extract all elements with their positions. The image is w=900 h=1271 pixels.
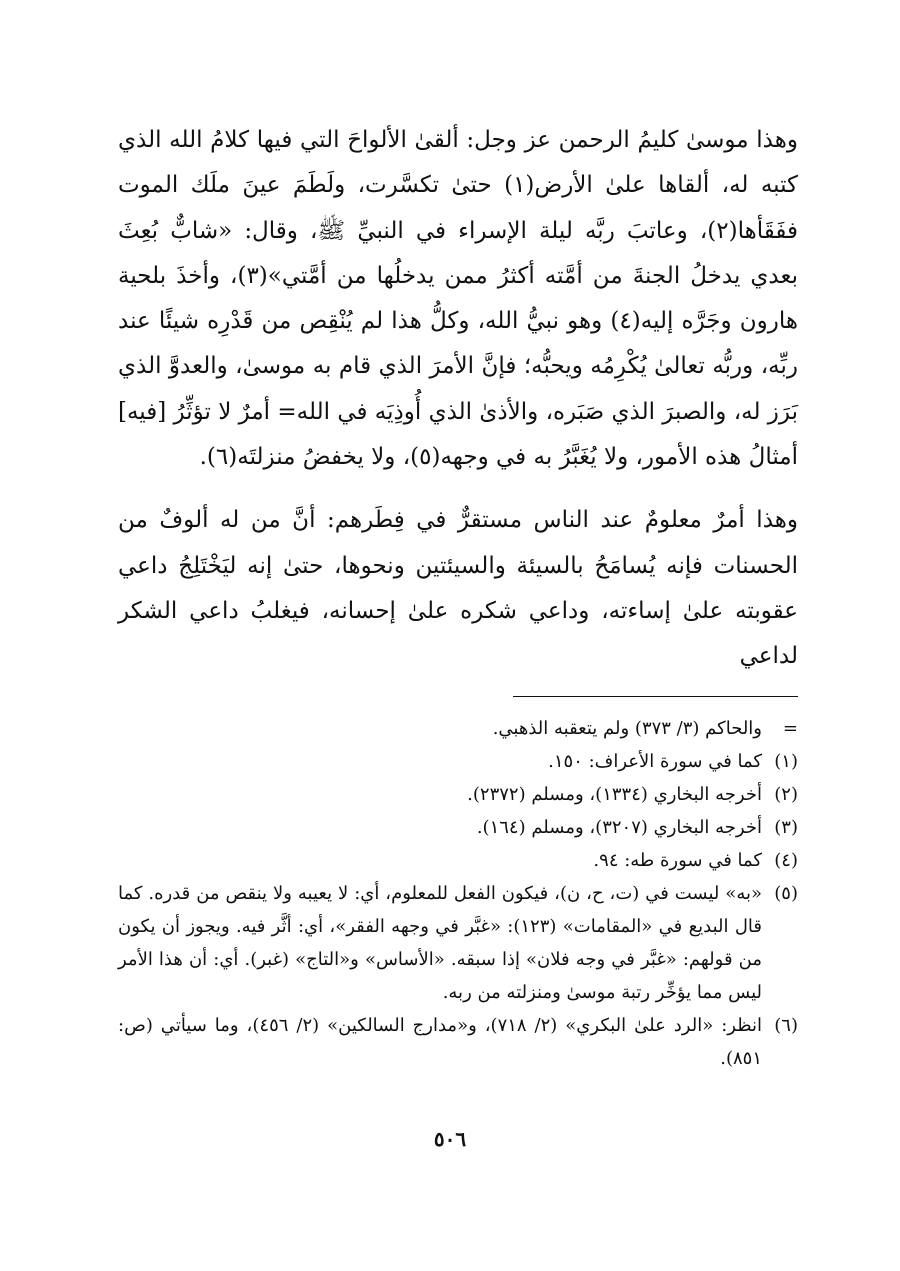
footnote-marker: (٥): [774, 883, 798, 904]
footnote-marker: (٦): [774, 1015, 798, 1036]
page-number: ٥٠٦: [433, 1127, 467, 1151]
footnote-marker: (٣): [774, 817, 798, 838]
footnote-marker: (١): [774, 751, 798, 772]
main-text: [118, 118, 798, 680]
footnote-6: [118, 1009, 798, 1075]
footnote-2: [118, 778, 798, 811]
footnote-text: والحاكم (٣/ ٣٧٣) ولم يتعقبه الذهبي.: [492, 718, 762, 739]
footnote-marker: =: [782, 718, 798, 739]
footnote-text: أخرجه البخاري (٣٢٠٧)، ومسلم (١٦٤).: [476, 817, 762, 838]
footnote-text: «به» ليست في (ت، ح، ن)، فيكون الفعل للمعلوم، أي: لا يعيبه ولا ينقص من قدره. كما قال البديع في «المقامات» (١٢٣): «غبَّر في وجهه الفقر»، أي: أثَّر فيه. ويجوز أن يكون من قولهم: «غبَّر في وجه فلان» إذا سبقه. «الأساس» و«التاج» (غبر). أي: أن هذا الأمر ليس مما يؤخِّر رتبة موسىٰ ومنزلته من ربه.: [118, 883, 763, 1003]
footnote-4: [118, 844, 798, 877]
footnote-3: [118, 811, 798, 844]
footnote-1: [118, 745, 798, 778]
paragraph-2: وهذا أمرٌ معلومٌ عند الناس مستقرٌّ في فِطَرهم: أنَّ من له ألوفٌ من الحسنات فإنه يُسامَحُ بالسيئة والسيئتين ونحوها، حتىٰ إنه ليَخْتَلِجُ داعي عقوبته علىٰ إساءته، وداعي شكره علىٰ إحسانه، فيغلبُ داعي الشكر لداعي: [118, 507, 798, 670]
paragraph-1: وهذا موسىٰ كليمُ الرحمن عز وجل: ألقىٰ الألواحَ التي فيها كلامُ الله الذي كتبه له، ألقاها علىٰ الأرض(١) حتىٰ تكسَّرت، ولَطَمَ عينَ ملَك الموت ففَقَأها(٢)، وعاتبَ ربَّه ليلة الإسراء في النبيِّ ﷺ، وقال: «شابٌّ بُعِثَ بعدي يدخلُ الجنةَ من أمَّته أكثرُ ممن يدخلُها من أمَّتي»(٣)، وأخذَ بلحية هارون وجَرَّه إليه(٤) وهو نبيُّ الله، وكلُّ هذا لم يُنْقِص من قَدْرِه شيئًا عند ربِّه، وربُّه تعالىٰ يُكْرِمُه ويحبُّه؛ فإنَّ الأمرَ الذي قام به موسىٰ، والعدوَّ الذي بَرَز له، والصبرَ الذي صَبَره، والأذىٰ الذي أُوذِيَه في الله= أمرٌ لا تؤثِّرُ [فيه] أمثالُ هذه الأمور، ولا يُغَبَّرُ به في وجهه(٥)، ولا يخفضُ منزلتَه(٦).: [118, 127, 798, 471]
footnote-marker: (٢): [774, 784, 798, 805]
footnote-text: كما في سورة الأعراف: ١٥٠.: [548, 751, 762, 772]
footnote-separator: [513, 696, 798, 697]
footnote-text: أخرجه البخاري (١٣٣٤)، ومسلم (٢٣٧٢).: [467, 784, 762, 805]
footnote-marker: (٤): [774, 850, 798, 871]
footnote-text: انظر: «الرد علىٰ البكري» (٢/ ٧١٨)، و«مدارج السالكين» (٢/ ٤٥٦)، وما سيأتي (ص: ٨٥١).: [118, 1015, 762, 1069]
footnotes: [118, 712, 798, 1075]
footnote-continuation: [118, 712, 798, 745]
footnote-text: كما في سورة طه: ٩٤.: [593, 850, 762, 871]
footnote-5: [118, 877, 798, 1009]
